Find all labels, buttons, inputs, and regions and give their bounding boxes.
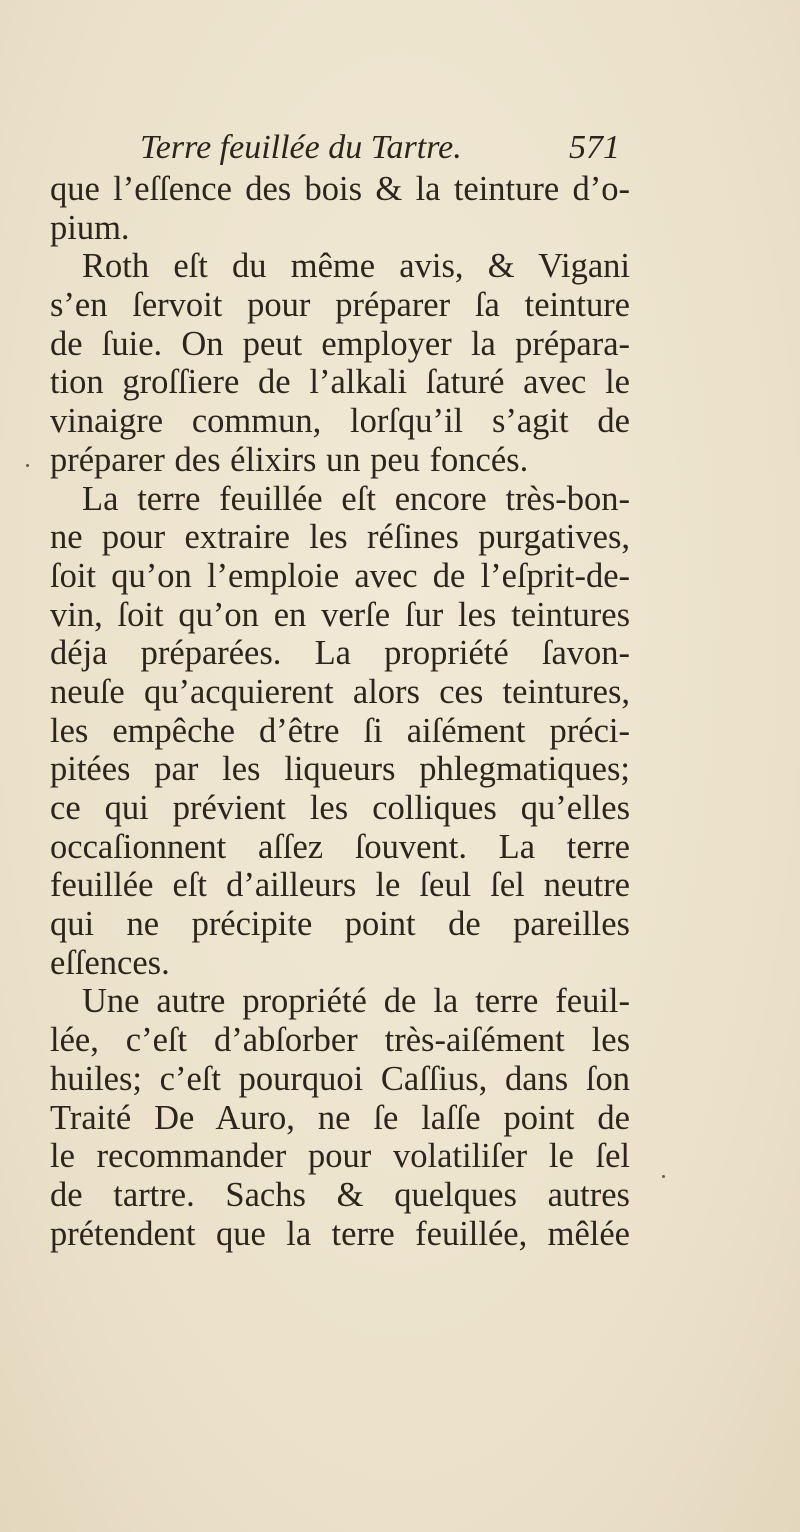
text-line: La terre feuillée eſt encore très-bon- (82, 479, 630, 518)
text-line: pitées par les liqueurs phlegmatiques; (50, 750, 630, 789)
page-header (140, 128, 620, 172)
text-line: occaſionnent aſſez ſouvent. La terre (50, 827, 630, 866)
text-line: ſoit qu’on l’emploie avec de l’eſprit-de- (50, 556, 630, 595)
text-line: de tartre. Sachs & quelques autres (50, 1175, 630, 1214)
text-line: Une autre propriété de la terre feuil- (82, 982, 630, 1021)
text-line: qui ne précipite point de pareilles (50, 905, 630, 944)
text-line: lée, c’eſt d’abſorber très-aiſément les (50, 1021, 630, 1060)
page-number: 571 (569, 129, 620, 166)
text-line: ne pour extraire les réſines purgatives, (50, 518, 630, 557)
text-line: feuillée eſt d’ailleurs le ſeul ſel neutre (50, 866, 630, 905)
ink-speck (662, 1175, 665, 1178)
running-title: Terre feuillée du Tartre. (140, 129, 462, 166)
text-line: Roth eſt du même avis, & Vigani (82, 247, 630, 286)
text-line: huiles; c’eſt pourquoi Caſſius, dans ſon (50, 1059, 630, 1098)
text-line: déja préparées. La propriété ſavon- (50, 634, 630, 673)
text-line: Traité De Auro, ne ſe laſſe point de (50, 1098, 630, 1137)
text-line: neuſe qu’acquierent alors ces teintures, (50, 672, 630, 711)
text-line: s’en ſervoit pour préparer ſa teinture (50, 286, 630, 325)
text-line: ce qui prévient les colliques qu’elles (50, 789, 630, 827)
text-line: prétendent que la terre feuillée, mêlée (50, 1214, 630, 1253)
text-line: eſſences. (50, 943, 170, 982)
text-line: les empêche d’être ſi aiſément préci- (50, 711, 630, 750)
text-line: pium. (50, 208, 130, 247)
text-line: que l’eſſence des bois & la teinture d’o- (50, 170, 630, 208)
text-line: préparer des élixirs un peu foncés. (50, 440, 529, 479)
ink-speck (26, 464, 29, 467)
text-line: vinaigre commun, lorſqu’il s’agit de (50, 402, 630, 441)
text-line: vin, ſoit qu’on en verſe ſur les teintures (50, 595, 630, 634)
text-line: le recommander pour volatiliſer le ſel (50, 1137, 630, 1176)
body-text (50, 170, 630, 1253)
text-line: de ſuie. On peut employer la prépara- (50, 324, 630, 363)
text-line: tion groſſiere de l’alkali ſaturé avec le (50, 363, 630, 402)
